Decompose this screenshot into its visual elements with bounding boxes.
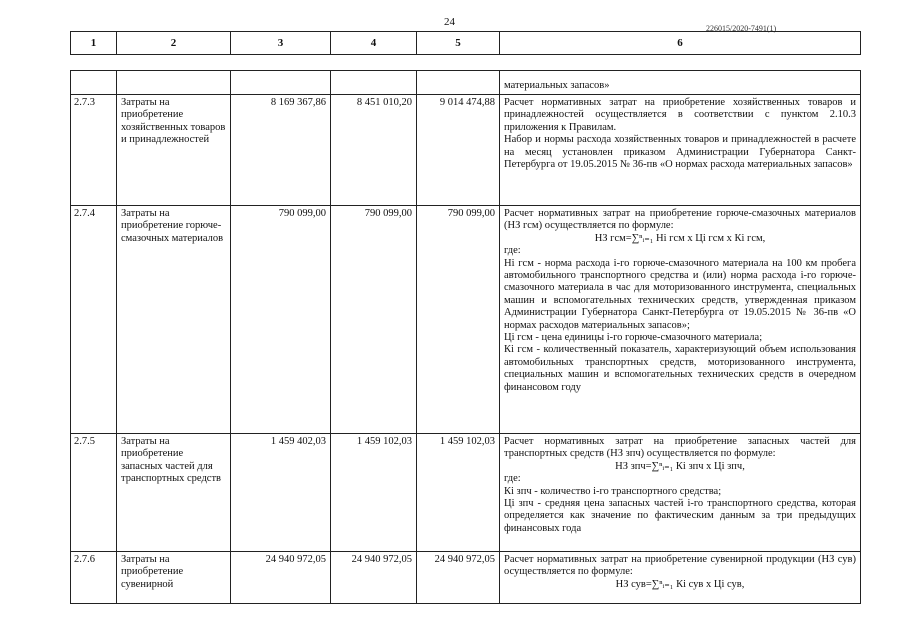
table-row — [71, 95, 861, 206]
cost-table — [70, 70, 861, 604]
header-col-5: 5 — [417, 32, 500, 55]
row-value-1 — [231, 71, 331, 95]
row-value-2 — [331, 71, 417, 95]
row-name — [117, 71, 231, 95]
row-value-2: 1 459 102,03 — [331, 434, 417, 552]
row-value-1: 790 099,00 — [231, 206, 331, 434]
row-code: 2.7.4 — [71, 206, 117, 434]
row-value-1: 24 940 972,05 — [231, 552, 331, 604]
row-name: Затраты на приобретение хозяйственных товаров и принадлежностей — [117, 95, 231, 206]
table-header — [70, 31, 861, 55]
row-description: Расчет нормативных затрат на приобретение хозяйственных товаров и принадлежностей осуществляется в соответствии с пунктом 2.10.3 приложения к Правилам. Набор и нормы расхода хозяйственных товаров и принадлежностей в расчете на месяц установлен приказом Администрации Губернатора Санкт-Петербурга от 19.05.2015 № 36-пв «О нормах расхода материальных запасов» — [500, 95, 861, 206]
row-value-3: 24 940 972,05 — [417, 552, 500, 604]
row-name: Затраты на приобретение сувенирной — [117, 552, 231, 604]
row-code: 2.7.3 — [71, 95, 117, 206]
header-col-6: 6 — [500, 32, 861, 55]
row-value-2: 24 940 972,05 — [331, 552, 417, 604]
header-col-2: 2 — [117, 32, 231, 55]
header-col-3: 3 — [231, 32, 331, 55]
row-name: Затраты на приобретение запасных частей для транспортных средств — [117, 434, 231, 552]
row-description: Расчет нормативных затрат на приобретение горюче-смазочных материалов (НЗ гсм) осуществляется по формуле: НЗ гсм=∑ⁿᵢ₌₁ Нi гсм х Цi гсм х Кi гсм, где: Нi гсм - норма расхода i-го горюче-смазочного материала на 100 км пробега автомобильного транспортного средства и (или) норма расхода i-го горюче-смазочного материала в час для моторизованного инструмента, специальных машин и вспомогательных технических средств, утвержденная приказом Администрации Губернатора Санкт-Петербурга от 19.05.2015 № 36-пв «О нормах расходов материальных запасов»; Цi гсм - цена единицы i-го горюче-смазочного материала; Кi гсм - количественный показатель, характеризующий объем использования автомобильных транспортных средств, моторизованного инструмента, специальных машин и вспомогательных технических средств в очередном финансовом году — [500, 206, 861, 434]
row-value-3: 9 014 474,88 — [417, 95, 500, 206]
row-value-2: 790 099,00 — [331, 206, 417, 434]
row-description: Расчет нормативных затрат на приобретение сувенирной продукции (НЗ сув) осуществляется по формуле: НЗ сув=∑ⁿᵢ₌₁ Кi сув х Цi сув, — [500, 552, 861, 604]
page-number: 24 — [444, 16, 455, 28]
document-stamp: 226015/2020-7491(1) — [706, 24, 777, 33]
row-description: Расчет нормативных затрат на приобретение запасных частей для транспортных средств (НЗ зпч) осуществляется по формуле: НЗ зпч=∑ⁿᵢ₌₁ Кi зпч х Цi зпч, где: Кi зпч - количество i-го транспортного средства; Цi зпч - средняя цена запасных частей i-го транспортного средства, которая определяется как значение по фактическим данным за три предыдущих финансовых года — [500, 434, 861, 552]
row-value-3 — [417, 71, 500, 95]
row-value-1: 8 169 367,86 — [231, 95, 331, 206]
formula: НЗ сув=∑ⁿᵢ₌₁ Кi сув х Цi сув, — [615, 578, 745, 590]
row-value-3: 1 459 102,03 — [417, 434, 500, 552]
table-row — [71, 206, 861, 434]
row-name: Затраты на приобретение горюче-смазочных материалов — [117, 206, 231, 434]
row-code: 2.7.5 — [71, 434, 117, 552]
table-row — [71, 552, 861, 604]
row-value-1: 1 459 402,03 — [231, 434, 331, 552]
row-description: материальных запасов» — [500, 71, 861, 95]
formula: НЗ гсм=∑ⁿᵢ₌₁ Нi гсм х Цi гсм х Кi гсм, — [594, 232, 766, 244]
table-row — [71, 434, 861, 552]
header-col-4: 4 — [331, 32, 417, 55]
row-code — [71, 71, 117, 95]
row-value-2: 8 451 010,20 — [331, 95, 417, 206]
row-value-3: 790 099,00 — [417, 206, 500, 434]
table-row — [71, 71, 861, 95]
formula: НЗ зпч=∑ⁿᵢ₌₁ Кi зпч х Цi зпч, — [615, 460, 745, 472]
row-code: 2.7.6 — [71, 552, 117, 604]
header-col-1: 1 — [71, 32, 117, 55]
